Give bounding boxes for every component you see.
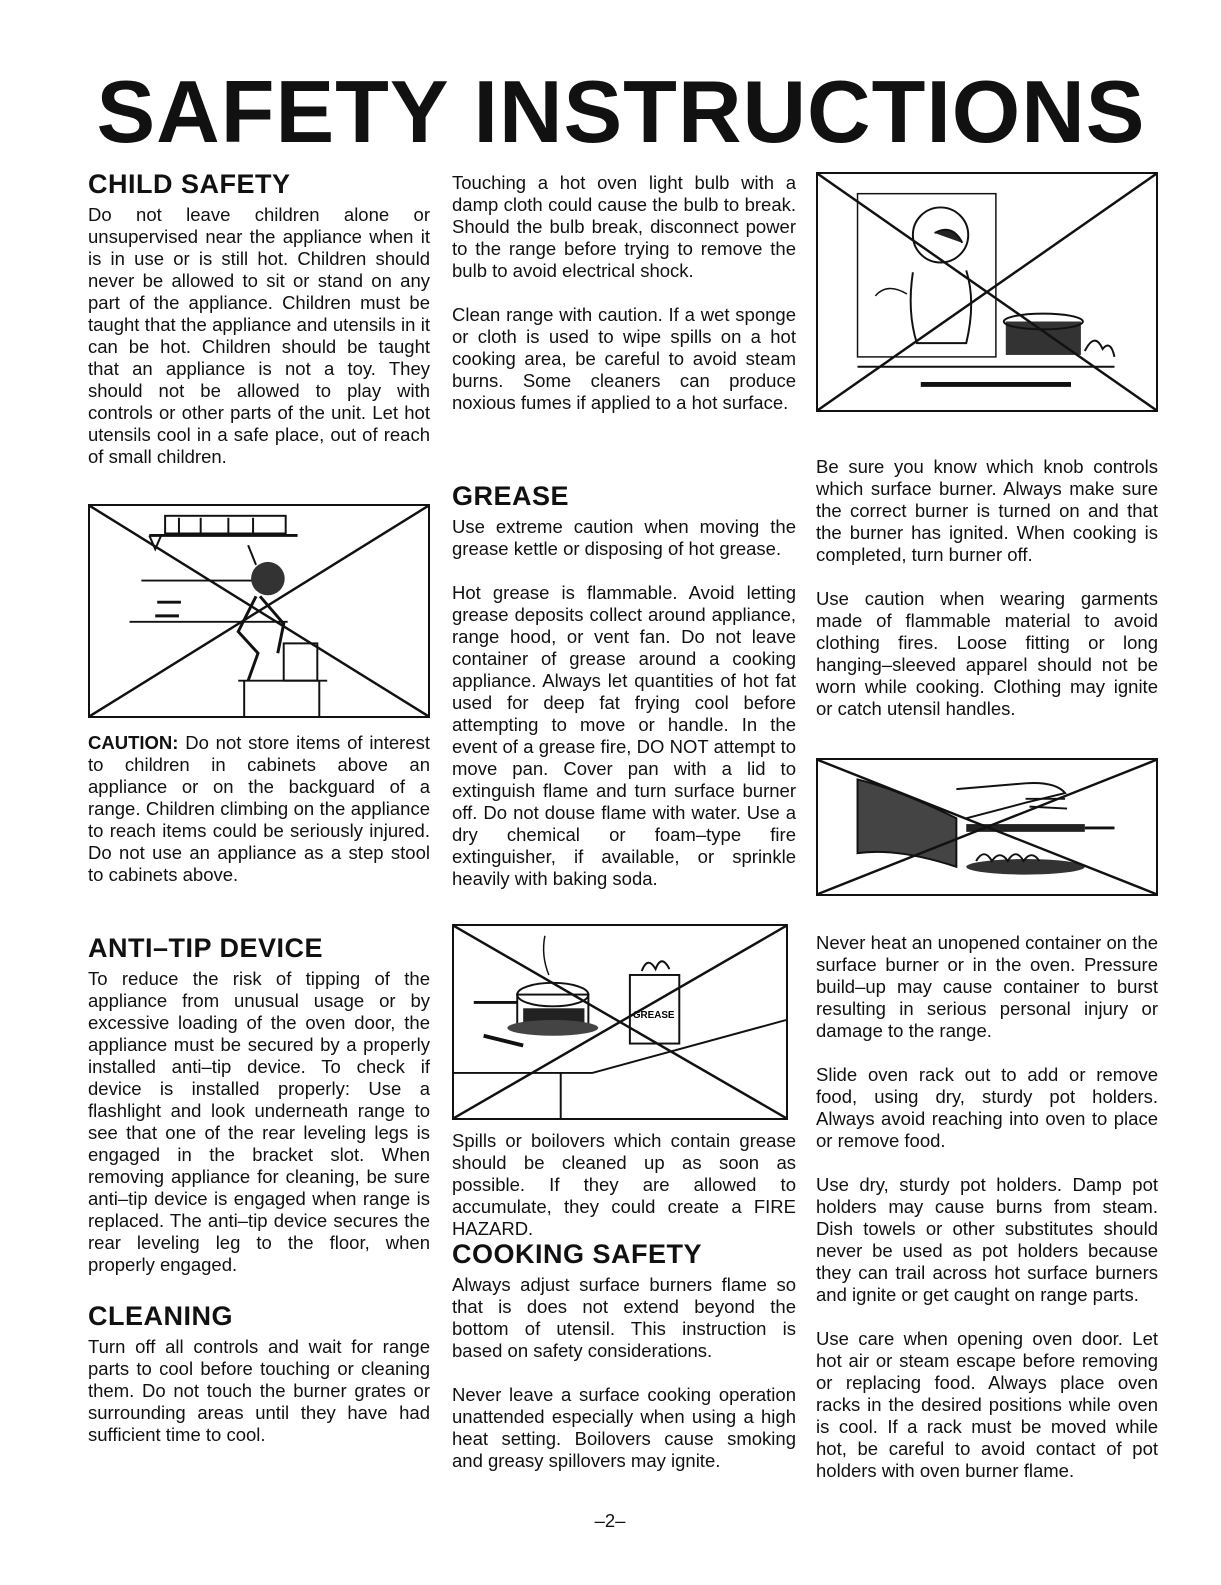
anti-tip-section xyxy=(88,932,430,1298)
grease-can-label: GREASE xyxy=(632,1010,675,1022)
grease-boilover-figure xyxy=(452,924,788,1120)
cleaning-heading: CLEANING xyxy=(88,1301,233,1331)
burner-flame-text: Always adjust surface burners flame so that is does not extend beyond the bottom of utensil. This instruction is based on safety considerations. xyxy=(452,1274,796,1361)
unopened-container-text: Never heat an unopened container on the surface burner or in the oven. Pressure build–up may cause container to burst resulting in serious personal injury or damage to the range. xyxy=(816,932,1158,1041)
column-three-lower xyxy=(816,932,1158,1504)
anti-tip-text: To reduce the risk of tipping of the appliance from unusual usage or by excessive loading of the oven door, the appliance must be secured by a properly installed anti–tip device. To check if device is installed properly: Use a flashlight and look underneath range to see that one of the rear leveling legs is engaged in the bracket slot. When removing appliance for cleaning, be sure anti–tip device is engaged when range is replaced. The anti–tip device secures the rear leveling leg to the floor, when properly engaged. xyxy=(88,968,430,1275)
child-safety-section xyxy=(88,168,430,490)
page-number: –2– xyxy=(594,1510,626,1531)
child-near-stove-illustration xyxy=(818,174,1156,410)
oven-rack-text: Slide oven rack out to add or remove food, using dry, sturdy pot holders. Always avoid reaching into oven to place or remove food. xyxy=(816,1064,1158,1151)
cleaning-text: Turn off all controls and wait for range parts to cool before touching or cleaning them. Do not touch the burner grates or surrounding areas until they have had sufficient time to cool. xyxy=(88,1336,430,1445)
child-safety-heading: CHILD SAFETY xyxy=(88,169,291,199)
unattended-cooking-text: Never leave a surface cooking operation unattended especially when using a high heat setting. Boilovers cause smoking and greasy spillovers may ignite. xyxy=(452,1384,796,1471)
oven-door-text: Use care when opening oven door. Let hot air or steam escape before removing or replacing food. Always place oven racks in the desired positions while oven is cool. If a rack must be moved while hot, be careful to avoid contact of pot holders with oven burner flame. xyxy=(816,1328,1158,1481)
know-knob-text: Be sure you know which knob controls which surface burner. Always make sure the correct burner is turned on and that the burner has ignited. When cooking is completed, turn burner off. xyxy=(816,456,1158,565)
caution-label: CAUTION: xyxy=(88,732,179,753)
garments-text: Use caution when wearing garments made of flammable material to avoid clothing fires. Loose fitting or long hanging–sleeved apparel should not be worn while cooking. Clothing may ignite or catch utensil handles. xyxy=(816,588,1158,719)
pot-holders-text: Use dry, sturdy pot holders. Damp pot holders may cause burns from steam. Dish towels or other substitutes should never be used as pot holders because they can trail across hot surface burners and ignite or get caught on range parts. xyxy=(816,1174,1158,1305)
child-climbing-illustration xyxy=(90,506,428,716)
oven-bulb-text: Touching a hot oven light bulb with a damp cloth could cause the bulb to break. Should the bulb break, disconnect power to the range before trying to remove the bulb to avoid electrical shock. xyxy=(452,172,796,281)
anti-tip-heading: ANTI–TIP DEVICE xyxy=(88,933,324,963)
grease-kettle-text: Use extreme caution when moving the grease kettle or disposing of hot grease. xyxy=(452,516,796,559)
column-three-upper xyxy=(816,456,1158,742)
grease-boilover-illustration xyxy=(454,926,786,1118)
child-caution-section xyxy=(88,732,430,908)
child-safety-text: Do not leave children alone or unsupervised near the appliance when it is in use or is still hot. Children should never be allowed to sit or stand on any part of the appliance. Children must be taught that the appliance and utensils in it can be hot. Children should be taught that an appliance is not a toy. They should not be allowed to play with controls or other parts of the unit. Let hot utensils cool in a safe place, out of reach of small children. xyxy=(88,204,430,467)
child-caution-text xyxy=(88,732,430,886)
grease-flammable-text: Hot grease is flammable. Avoid letting grease deposits collect around appliance, range hood, or vent fan. Do not leave container of grease around a cooking appliance. Always let quantities of hot fat used for deep fat frying cool before attempting to move or handle. In the event of a grease fire, DO NOT attempt to move pan. Cover pan with a lid to extinguish flame and turn surface burner off. Do not douse flame with water. Use a dry chemical or foam–type fire extinguisher, if available, or sprinkle heavily with baking soda. xyxy=(452,582,796,889)
cleaning-section xyxy=(88,1300,430,1468)
column-two-intro xyxy=(452,172,796,436)
caution-body: Do not store items of interest to children in cabinets above an appliance or on the backguard of a range. Children climbing on the appliance to reach items could be seriously injured. Do not use an appliance as a step stool to cabinets above. xyxy=(88,732,430,885)
clean-range-text: Clean range with caution. If a wet sponge or cloth is used to wipe spills on a hot cooking area, be careful to avoid steam burns. Some cleaners can produce noxious fumes if applied to a hot surface. xyxy=(452,304,796,413)
sleeve-fire-illustration xyxy=(818,760,1156,894)
page-title: SAFETY INSTRUCTIONS xyxy=(96,62,1146,161)
cooking-safety-heading: COOKING SAFETY xyxy=(452,1239,703,1269)
grease-spills-text: Spills or boilovers which contain grease should be cleaned up as soon as possible. If they are allowed to accumulate, they could create a FIRE HAZARD. xyxy=(452,1130,796,1239)
sleeve-fire-figure xyxy=(816,758,1158,896)
grease-section xyxy=(452,480,796,912)
cooking-safety-section xyxy=(452,1238,796,1494)
child-climbing-figure xyxy=(88,504,430,718)
grease-heading: GREASE xyxy=(452,481,570,511)
child-near-stove-figure xyxy=(816,172,1158,412)
